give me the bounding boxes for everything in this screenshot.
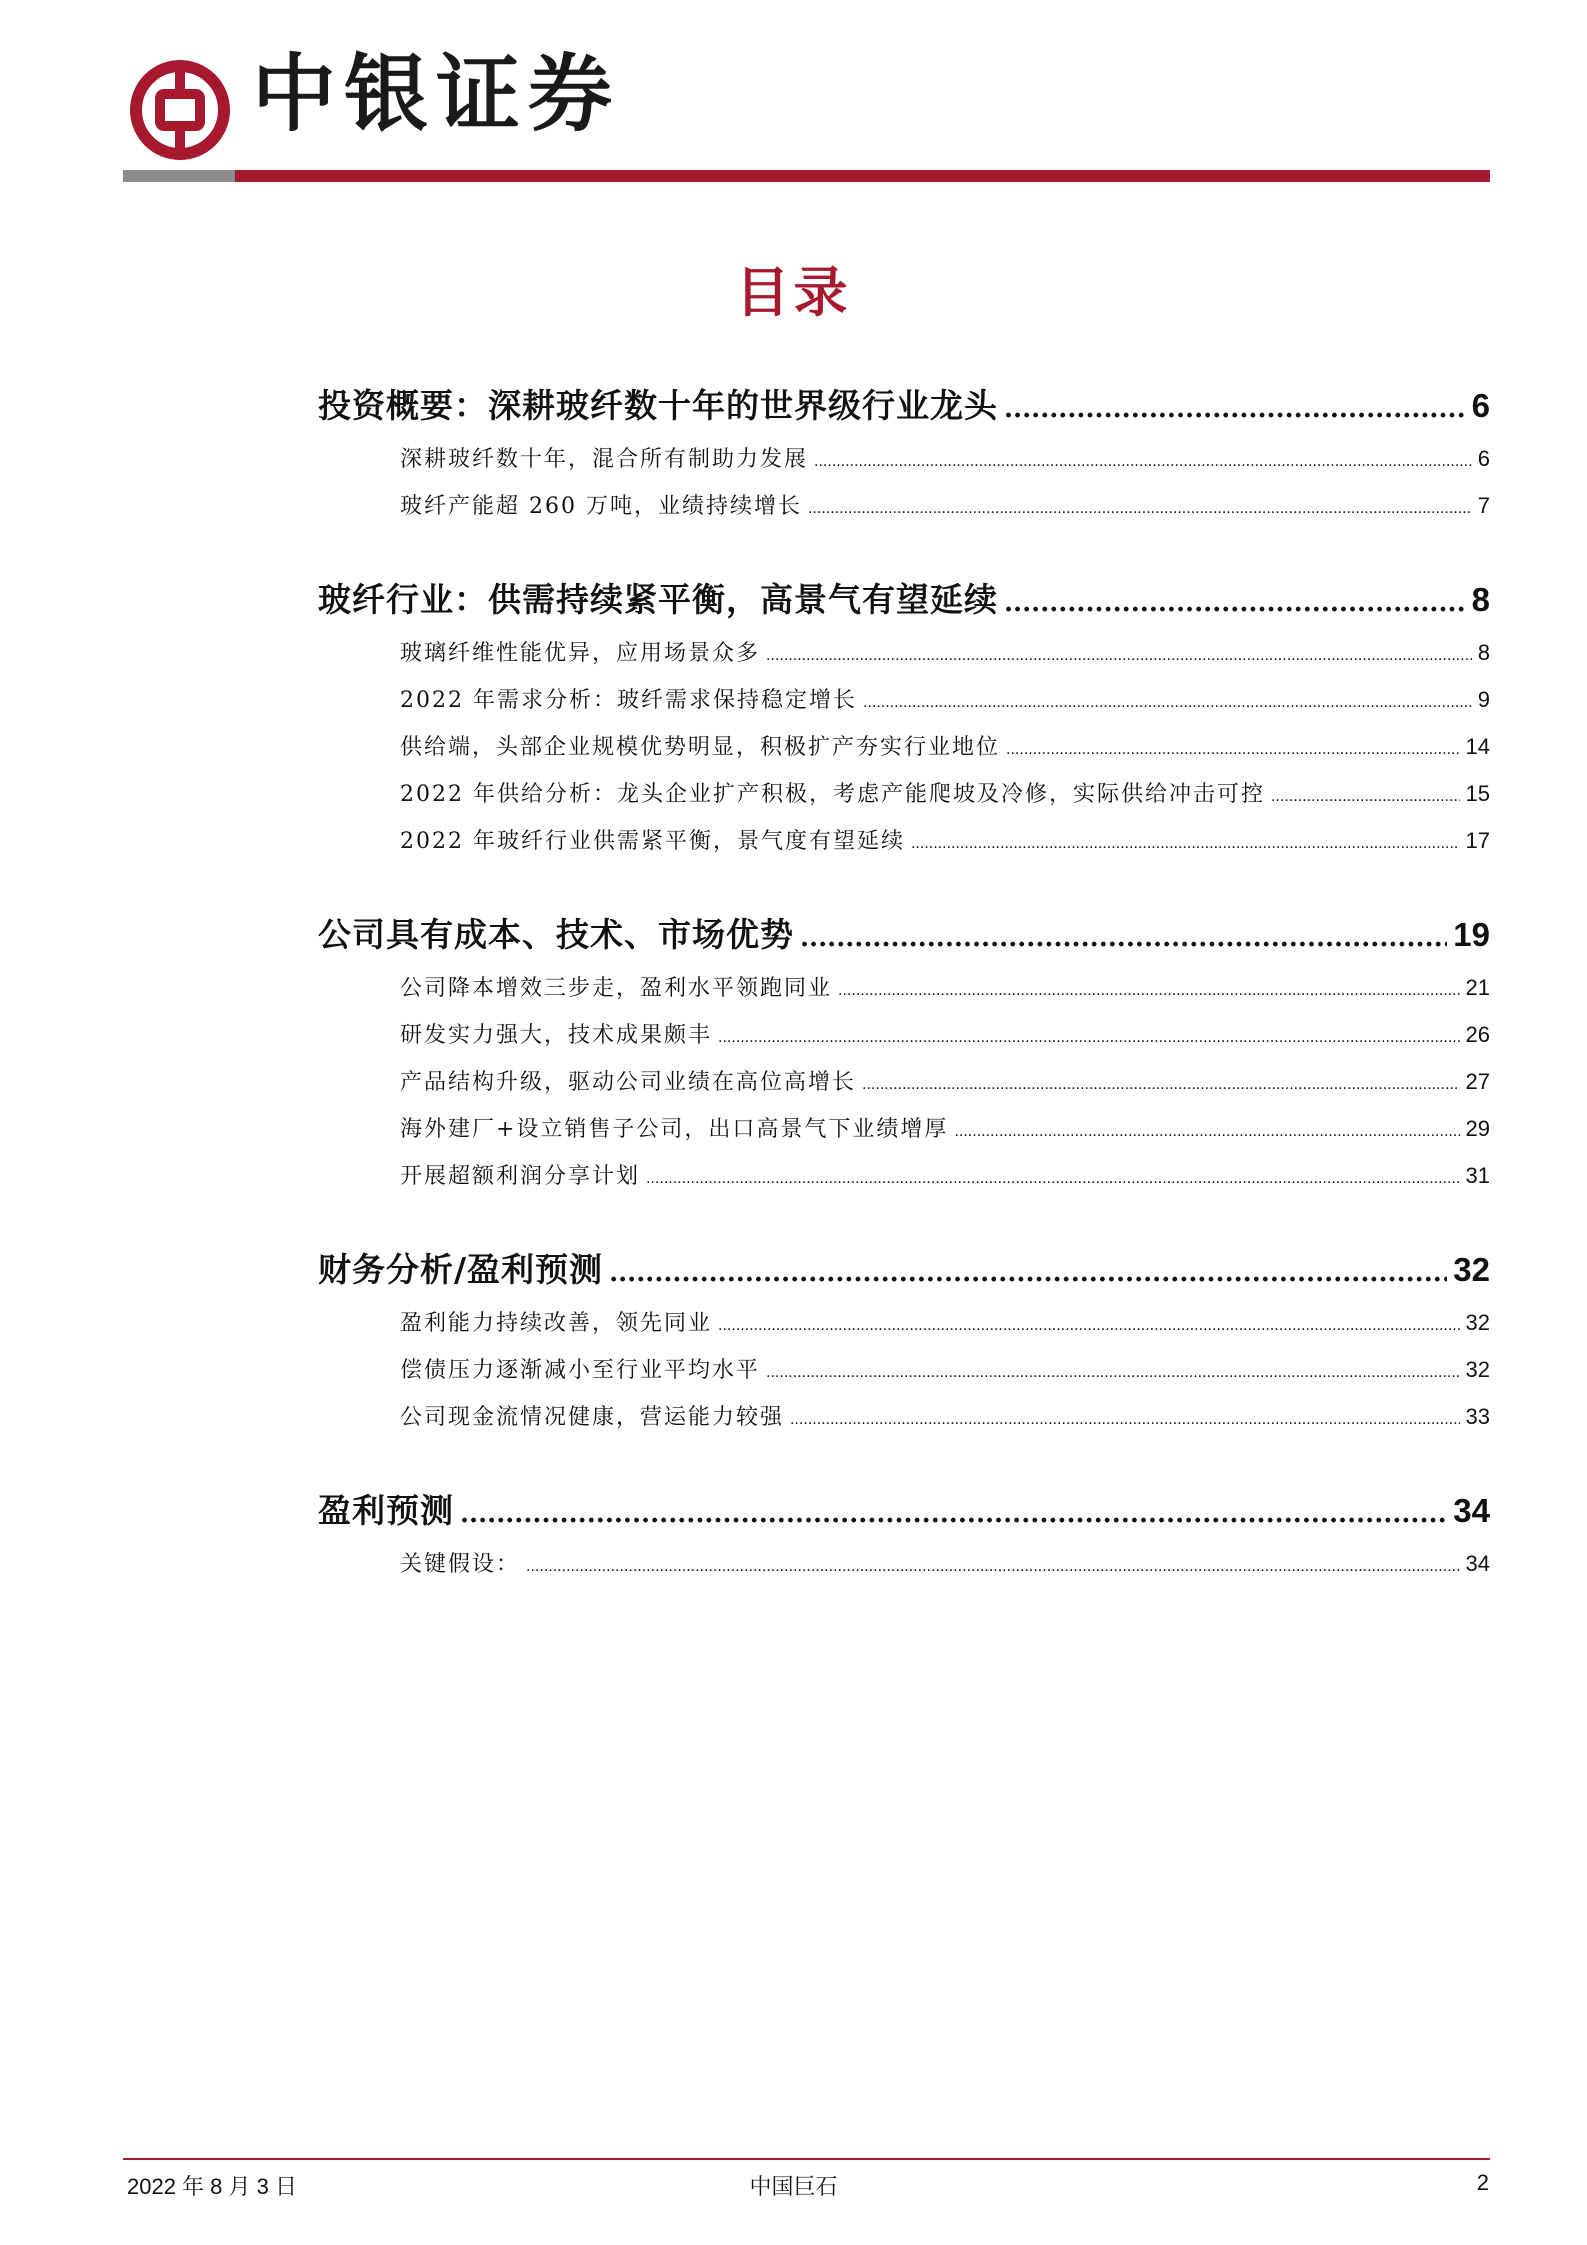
header-bar-red [235,170,1490,182]
dot-leader [766,648,1472,664]
dot-leader [526,1559,1460,1575]
toc-section-entry[interactable] [318,574,1490,620]
toc-subsection-title: 供给端，头部企业规模优势明显，积极扩产夯实行业地位 [400,735,1001,760]
footer-date: 2022 年 8 月 3 日 [127,2174,297,2199]
toc-title: 目录 [735,260,852,324]
toc-subsection-page: 32 [1465,1310,1490,1335]
dot-leader [790,1412,1460,1428]
toc-subsection-title: 2022 年供给分析：龙头企业扩产积极，考虑产能爬坡及冷修，实际供给冲击可控 [400,782,1265,807]
dot-leader [460,1499,1447,1529]
toc-section-title: 公司具有成本、技术、市场优势 [318,915,794,954]
toc-subsection-title: 盈利能力持续改善，领先同业 [400,1311,713,1336]
toc-subsection-page: 33 [1465,1404,1490,1429]
dot-leader [1004,394,1466,424]
toc-subsection-page: 32 [1465,1357,1490,1382]
header-bar-gray [123,170,235,182]
toc-subsection-title: 关键假设： [400,1552,521,1577]
footer-company: 中国巨石 [749,2175,838,2200]
toc-subsection-title: 深耕玻纤数十年，混合所有制助力发展 [400,447,809,472]
toc-subsection-page: 26 [1465,1022,1490,1047]
toc-subsection-entry[interactable] [400,1400,1490,1447]
toc-subsection-page: 14 [1465,734,1490,759]
toc-subsection-page: 34 [1465,1551,1490,1576]
dot-leader [862,1077,1460,1093]
dot-leader [646,1171,1460,1187]
toc-section-page: 6 [1471,387,1490,424]
toc-section-page: 32 [1453,1251,1490,1288]
footer-divider [123,2158,1490,2160]
footer-page-number: 2 [1476,2170,1489,2195]
toc-section-entry[interactable] [318,909,1490,955]
brand-name: 中银证券 [252,44,621,143]
toc-subsection-title: 海外建厂+设立销售子公司，出口高景气下业绩增厚 [400,1117,949,1142]
toc-subsection-list [318,1306,1490,1447]
toc-section-title: 玻纤行业：供需持续紧平衡，高景气有望延续 [318,580,998,619]
dot-leader [718,1030,1460,1046]
toc-subsection-title: 公司现金流情况健康，营运能力较强 [400,1405,785,1430]
toc-subsection-page: 15 [1465,781,1490,806]
toc-subsection-entry[interactable] [400,777,1490,824]
toc-subsection-page: 17 [1465,828,1490,853]
toc-subsection-page: 7 [1477,493,1490,518]
toc-subsection-entry[interactable] [400,489,1490,536]
toc-section-title: 财务分析/盈利预测 [318,1250,604,1289]
dot-leader [609,1258,1447,1288]
toc-subsection-list [318,1547,1490,1594]
toc-subsection-entry[interactable] [400,1306,1490,1353]
toc-subsection-entry[interactable] [400,683,1490,730]
toc-subsection-title: 2022 年玻纤行业供需紧平衡，景气度有望延续 [400,829,905,854]
toc-section-page: 34 [1453,1492,1490,1529]
dot-leader [838,983,1460,999]
toc-section-title: 投资概要：深耕玻纤数十年的世界级行业龙头 [318,386,998,425]
toc-section-page: 19 [1453,916,1490,953]
dot-leader [800,923,1447,953]
toc-subsection-entry[interactable] [400,636,1490,683]
toc-subsection-page: 8 [1477,640,1490,665]
toc-subsection-list [318,442,1490,536]
dot-leader [766,1365,1460,1381]
toc-section-page: 8 [1471,581,1490,618]
toc-subsection-title: 2022 年需求分析：玻纤需求保持稳定增长 [400,688,857,713]
dot-leader [863,695,1472,711]
boc-logo-icon [130,60,230,160]
toc-subsection-title: 偿债压力逐渐减小至行业平均水平 [400,1358,761,1383]
toc-subsection-entry[interactable] [400,824,1490,871]
toc-section-entry[interactable] [318,1485,1490,1531]
toc-subsection-entry[interactable] [400,730,1490,777]
toc-subsection-title: 公司降本增效三步走，盈利水平领跑同业 [400,976,833,1001]
toc-subsection-page: 21 [1465,975,1490,1000]
toc-subsection-title: 开展超额利润分享计划 [400,1164,641,1189]
toc-subsection-page: 31 [1465,1163,1490,1188]
table-of-contents [318,380,1490,1632]
toc-subsection-page: 29 [1465,1116,1490,1141]
toc-subsection-entry[interactable] [400,971,1490,1018]
dot-leader [808,501,1472,517]
toc-subsection-entry[interactable] [400,1159,1490,1206]
toc-subsection-title: 研发实力强大，技术成果颇丰 [400,1023,713,1048]
toc-subsection-entry[interactable] [400,442,1490,489]
toc-subsection-entry[interactable] [400,1065,1490,1112]
toc-subsection-entry[interactable] [400,1112,1490,1159]
dot-leader [1271,789,1460,805]
toc-section-title: 盈利预测 [318,1491,454,1530]
dot-leader [718,1318,1460,1334]
toc-subsection-title: 玻纤产能超 260 万吨，业绩持续增长 [400,494,802,519]
toc-subsection-page: 27 [1465,1069,1490,1094]
dot-leader [911,836,1460,852]
toc-subsection-entry[interactable] [400,1018,1490,1065]
toc-subsection-entry[interactable] [400,1547,1490,1594]
dot-leader [814,454,1472,470]
dot-leader [1006,742,1460,758]
toc-section-entry[interactable] [318,380,1490,426]
toc-subsection-title: 产品结构升级，驱动公司业绩在高位高增长 [400,1070,857,1095]
toc-subsection-list [318,636,1490,871]
toc-section-entry[interactable] [318,1244,1490,1290]
toc-subsection-entry[interactable] [400,1353,1490,1400]
toc-subsection-page: 9 [1477,687,1490,712]
toc-subsection-list [318,971,1490,1206]
dot-leader [954,1124,1459,1140]
toc-subsection-page: 6 [1477,446,1490,471]
dot-leader [1004,588,1466,618]
toc-subsection-title: 玻璃纤维性能优异，应用场景众多 [400,641,761,666]
